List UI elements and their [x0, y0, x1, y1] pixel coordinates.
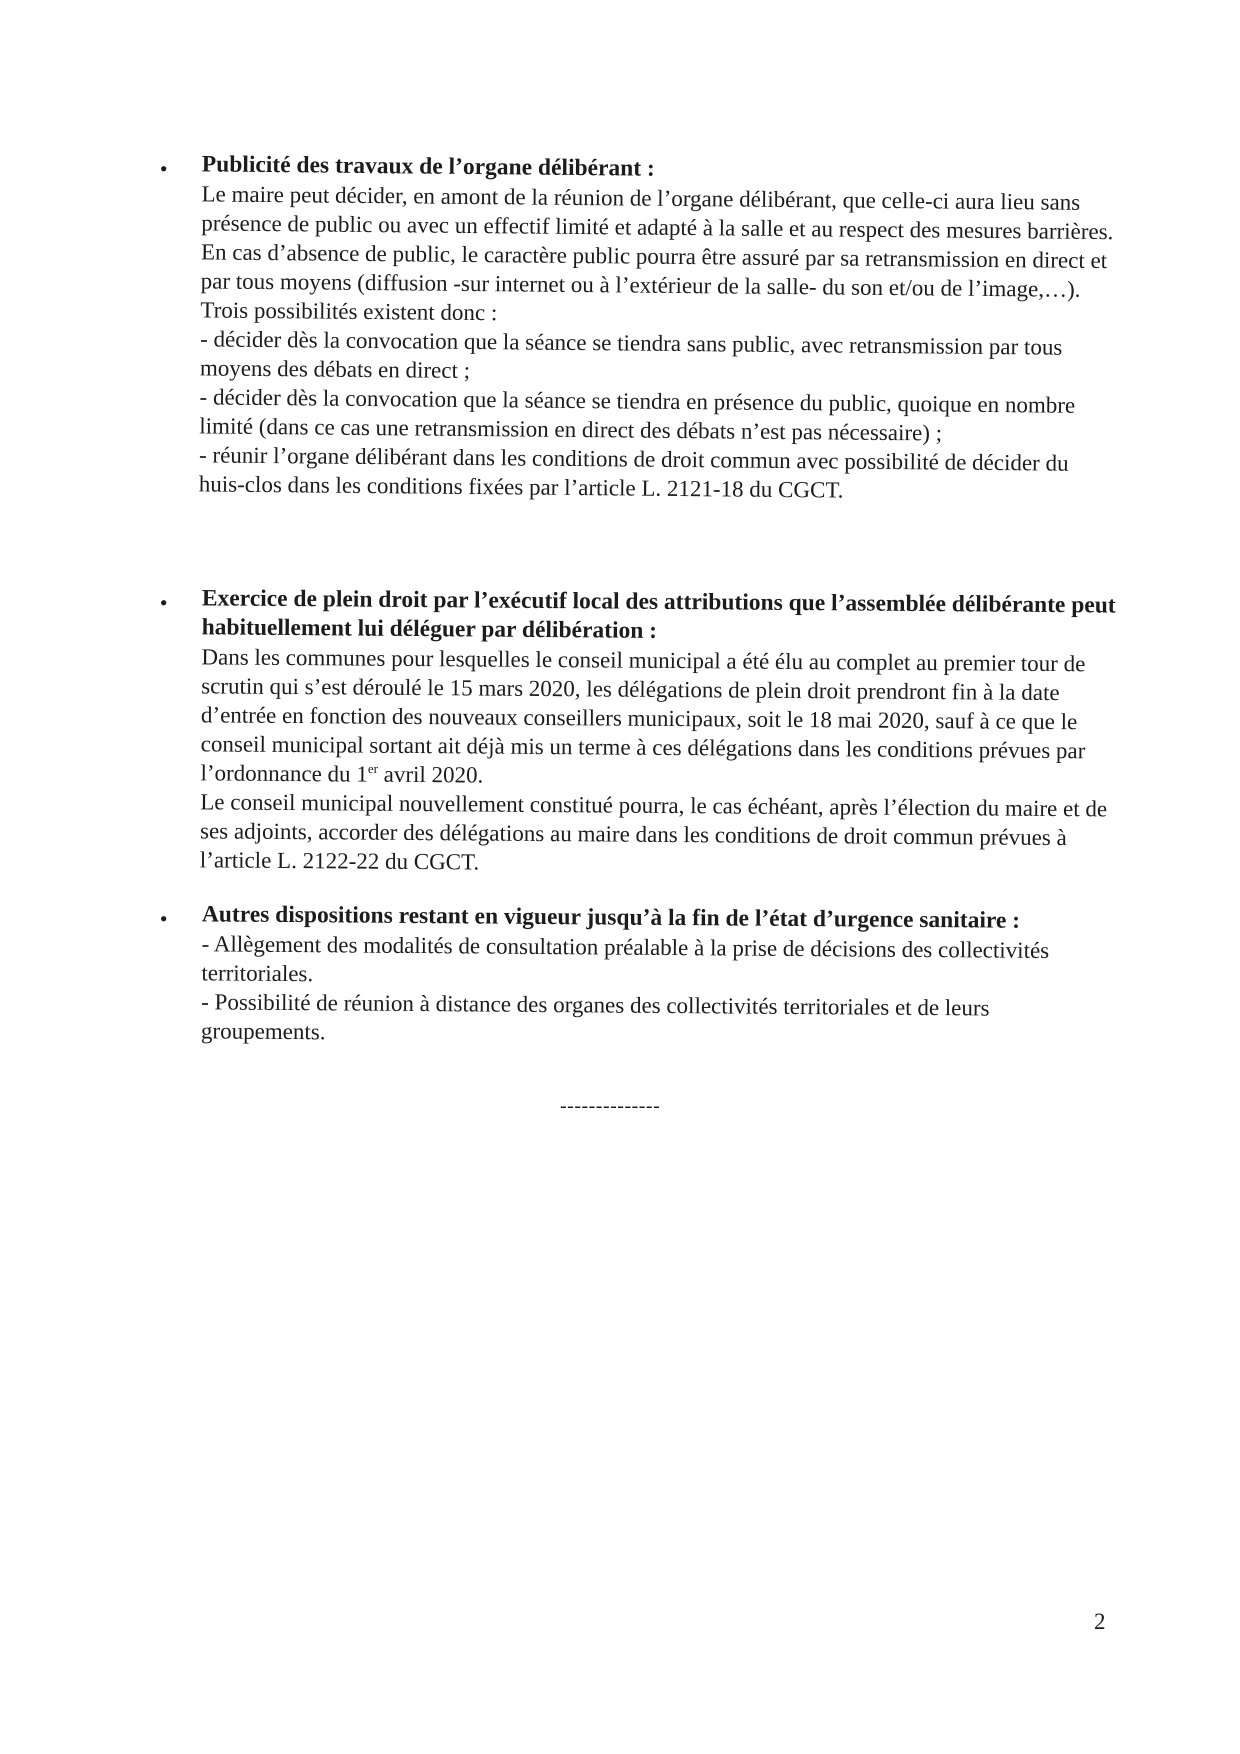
section-autres-dispositions: [159, 900, 1120, 1053]
section-publicite: [157, 150, 1120, 507]
separator-dashes: --------------: [560, 1095, 661, 1117]
bullet-marker: •: [159, 155, 168, 182]
list-option: - réunir l’organe délibérant dans les conditions de droit commun avec possibilité de décider du huis-clos dans les conditions fixées par l’article L. 2121-18 du CGCT.: [198, 442, 1069, 503]
paragraph: Trois possibilités existent donc :: [200, 297, 498, 326]
section-heading: Publicité des travaux de l’organe délibérant :: [201, 151, 655, 182]
list-option: - décider dès la convocation que la séance se tiendra en présence du public, quoique en nombre limité (dans ce cas une retransmission en direct des débats n’est pas nécessaire) ;: [199, 384, 1076, 446]
bullet-marker: •: [159, 589, 168, 616]
paragraph-tail: avril 2020.: [377, 761, 484, 788]
bullet-marker: •: [159, 905, 168, 932]
paragraph: [200, 642, 1119, 794]
list-option: - Allègement des modalités de consultation préalable à la prise de décisions des collectivités territoriales.: [201, 931, 1050, 987]
paragraph-text: Dans les communes pour lesquelles le conseil municipal a été élu au complet au premier tour de scrutin qui s’est déroulé le 15 mars 2020, les délégations de plein droit prendront fin à la date d’entrée en fonction des nouveaux conseillers municipaux, soit le 18 mai 2020, sauf à ce que le conseil municipal sortant ait déjà mis un terme à ces délégations dans les conditions prévues par l’ordonnance du 1: [200, 644, 1086, 787]
list-option: - décider dès la convocation que la séance se tiendra sans public, avec retransmission par tous moyens des débats en direct ;: [199, 326, 1063, 383]
section-content: [201, 900, 1120, 1052]
section-exercice-plein-droit: [158, 584, 1120, 882]
section-heading: Autres dispositions restant en vigueur jusqu’à la fin de l’état d’urgence sanitaire :: [201, 901, 1021, 934]
paragraph: Le maire peut décider, en amont de la réunion de l’organe délibérant, que celle-ci aura lieu sans présence de public ou avec un effectif limité et adapté à la salle et au respect des mesures barrières.: [201, 181, 1114, 245]
paragraph: Le conseil municipal nouvellement constitué pourra, le cas échéant, après l’élection du maire et de ses adjoints, accorder des délégations au maire dans les conditions de droit commun prévues à l’article L. 2122-22 du CGCT.: [199, 789, 1108, 875]
list-option: - Possibilité de réunion à distance des organes des collectivités territoriales et de leurs groupements.: [200, 989, 990, 1045]
paragraph: En cas d’absence de public, le caractère public pourra être assuré par sa retransmission en direct et par tous moyens (diffusion -sur internet ou à l’extérieur de la salle- du son et/ou de l’image,…).: [200, 239, 1108, 302]
page-number: 2: [1094, 1609, 1106, 1634]
section-content: [200, 584, 1120, 881]
section-heading: Exercice de plein droit par l’exécutif local des attributions que l’assemblée délibérante peut habituellement lui déléguer par délibération :: [201, 585, 1116, 644]
section-content: [199, 150, 1120, 507]
ordinal-superscript: er: [367, 760, 379, 777]
